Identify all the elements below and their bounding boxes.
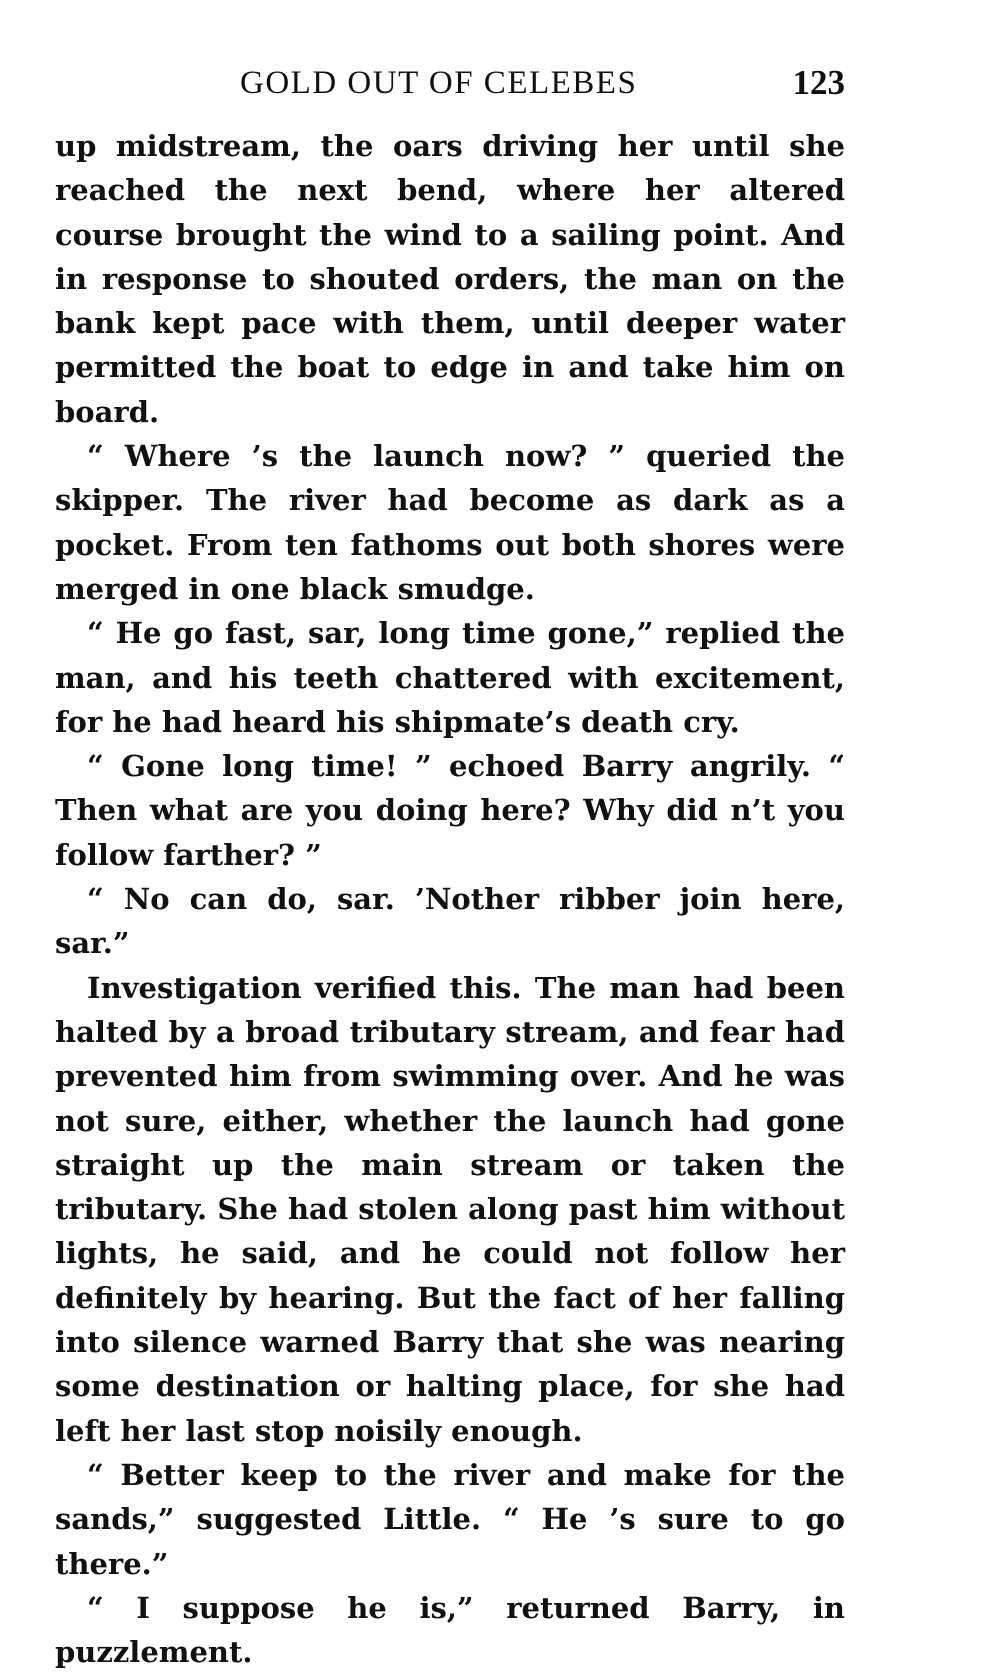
paragraph: Investigation verified this. The man had been halted by a broad tributary stream, and fear had prevented him from swimming over. And he was not sure, either, whether the launch had gone straight up the main stream or taken the tributary. She had stolen along past him without lights, he said, and he could not follow her definitely by hearing. But the fact of her falling into silence warned Barry that she was nearing some destination or halting place, for she had left her last stop noisily enough. [55, 970, 845, 1448]
paragraph: “ Better keep to the river and make for the sands,” suggested Little. “ He ’s sure to go there.” [55, 1457, 845, 1581]
paragraph-continuation: up midstream, the oars driving her until she reached the next bend, where her altered course brought the wind to a sailing point. And in response to shouted orders, the man on the bank kept pace with them, until deeper water permitted the boat to edge in and take him on board. [55, 129, 845, 429]
paragraph: “ I suppose he is,” returned Barry, in puzzlement. [55, 1590, 845, 1670]
paragraph: “ Gone long time! ” echoed Barry angrily. “ Then what are you doing here? Why did n’t you follow farther? ” [55, 749, 845, 872]
running-title: GOLD OUT OF CELEBES [240, 65, 638, 101]
paragraph: “ Where ’s the launch now? ” queried the skipper. The river had become as dark as a pocket. From ten fathoms out both shores were merged in one black smudge. [55, 439, 845, 606]
paragraph: “ He go fast, sar, long time gone,” replied the man, and his teeth chattered with excitement, for he had heard his shipmate’s death cry. [55, 616, 845, 739]
paragraph: “ No can do, sar. ’Nother ribber join here, sar.” [55, 882, 845, 961]
body-text [55, 124, 845, 1674]
running-head [55, 58, 845, 108]
page-number: 123 [792, 63, 845, 102]
